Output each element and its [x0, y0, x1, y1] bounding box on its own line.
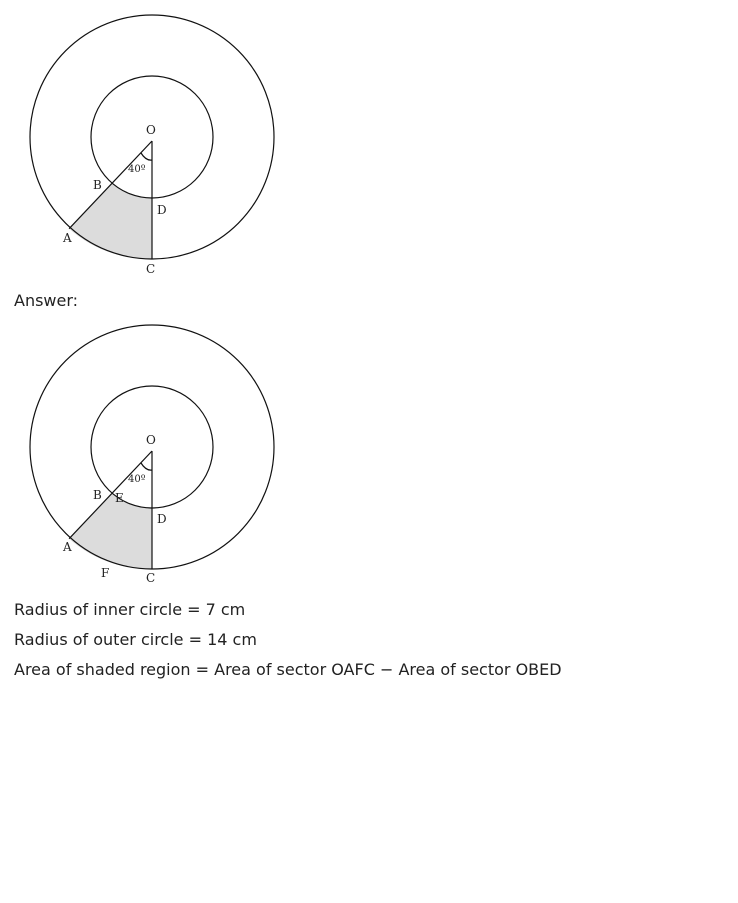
outer-radius-line: Radius of outer circle = 14 cm [14, 630, 257, 649]
label-d: D [157, 512, 167, 526]
angle-label: 40º [128, 474, 146, 485]
shaded-region [69, 182, 152, 259]
shaded-region [69, 492, 152, 569]
label-c: C [146, 571, 156, 585]
label-b: B [93, 178, 102, 192]
angle-arc [141, 153, 152, 160]
label-o: O [146, 433, 156, 447]
label-b: B [93, 488, 102, 502]
angle-label: 40º [128, 164, 146, 175]
label-e: E [115, 491, 124, 505]
label-o: O [146, 123, 156, 137]
label-a: A [63, 231, 72, 245]
answer-figure [0, 310, 300, 595]
answer-label: Answer: [14, 291, 79, 310]
question-figure [0, 0, 300, 285]
label-a: A [63, 540, 72, 554]
label-c: C [146, 262, 156, 276]
angle-arc [141, 463, 152, 470]
label-d: D [157, 203, 167, 217]
label-f: F [101, 566, 110, 580]
inner-radius-line: Radius of inner circle = 7 cm [14, 600, 246, 619]
area-formula-line: Area of shaded region = Area of sector OAFC − Area of sector OBED [14, 660, 562, 679]
